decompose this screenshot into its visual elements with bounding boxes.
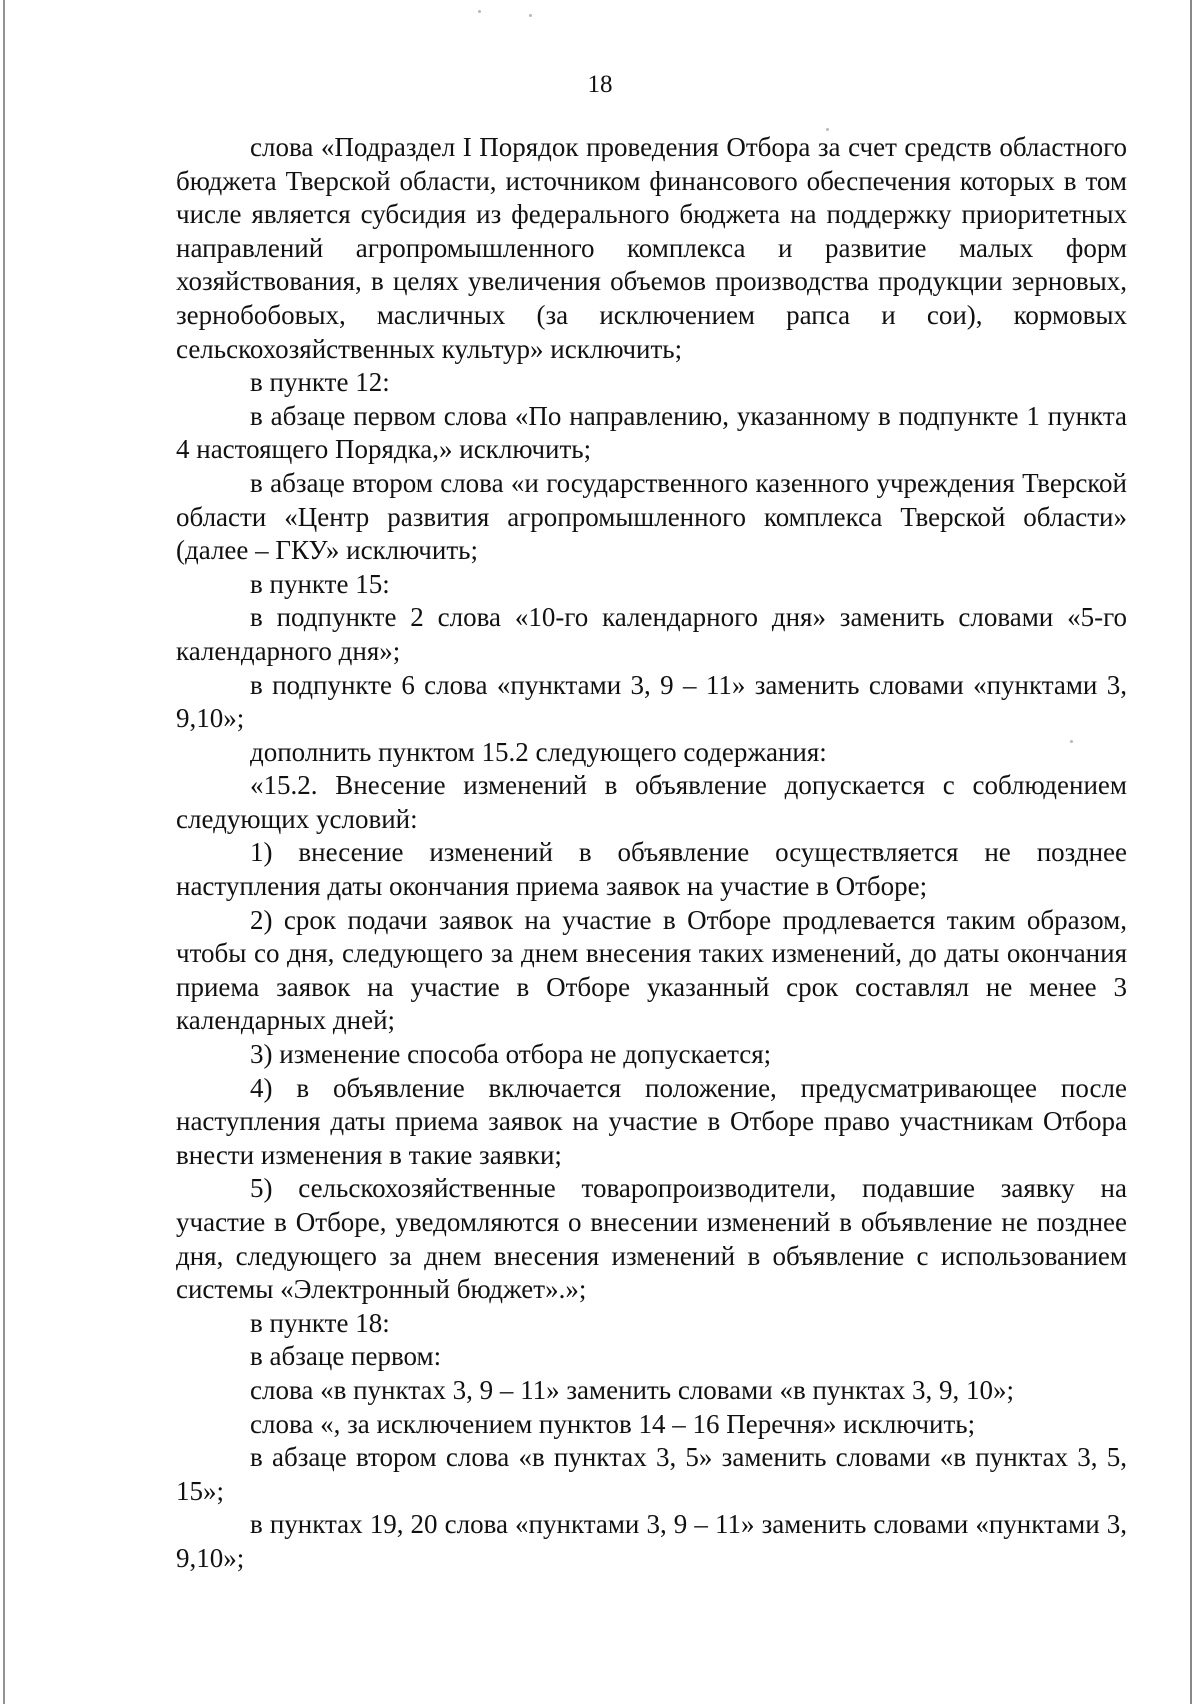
paragraph: в пункте 18:: [250, 1307, 390, 1338]
scan-left-edge: [3, 0, 5, 1704]
paragraph: «15.2. Внесение изменений в объявление допускается с соблюдением следующих условий:: [176, 770, 1127, 834]
paragraph: слова «, за исключением пунктов 14 – 16 Перечня» исключить;: [250, 1408, 976, 1439]
scan-speck: [478, 10, 481, 13]
paragraph: в подпункте 6 слова «пунктами 3, 9 – 11» заменить словами «пунктами 3, 9,10»;: [176, 669, 1127, 734]
paragraph: 2) срок подачи заявок на участие в Отборе продлевается таким образом, чтобы со дня, следующего за днем внесения таких изменений, до даты окончания приема заявок на участие в Отборе указанный срок составлял не менее 3 календарных дней;: [176, 904, 1127, 1036]
paragraph: дополнить пунктом 15.2 следующего содержания:: [250, 736, 827, 767]
paragraph: в абзаце первом:: [250, 1341, 442, 1372]
document-body: [176, 131, 1127, 1576]
page-number: 18: [587, 71, 613, 98]
paragraph: в абзаце первом слова «По направлению, указанному в подпункте 1 пункта 4 настоящего Порядка,» исключить;: [176, 400, 1127, 465]
paragraph: в абзаце втором слова «и государственного казенного учреждения Тверской области «Центр развития агропромышленного комплекса Тверской области» (далее – ГКУ» исключить;: [176, 467, 1127, 566]
paragraph: 5) сельскохозяйственные товаропроизводители, подавшие заявку на участие в Отборе, уведомляются о внесении изменений в объявление не позднее дня, следующего за днем внесения изменений в объявление с использованием системы «Электронный бюджет».»;: [176, 1173, 1127, 1305]
paragraph: слова «в пунктах 3, 9 – 11» заменить словами «в пунктах 3, 9, 10»;: [250, 1374, 1014, 1405]
paragraph: слова «Подраздел I Порядок проведения Отбора за счет средств областного бюджета Тверской области, источником финансового обеспечения которых в том числе является субсидия из федерального бюджета на поддержку приоритетных направлений агропромышленного комплекса и развитие малых форм хозяйствования, в целях увеличения объемов производства продукции зерновых, зернобобовых, масличных (за исключением рапса и сои), кормовых сельскохозяйственных культур» исключить;: [176, 132, 1127, 364]
paragraph: в абзаце втором слова «в пунктах 3, 5» заменить словами «в пунктах 3, 5, 15»;: [176, 1442, 1127, 1506]
scan-right-edge: [1190, 0, 1192, 1704]
paragraph: 3) изменение способа отбора не допускается;: [250, 1039, 772, 1070]
paragraph: в пункте 15:: [250, 568, 390, 599]
paragraph: в пункте 12:: [250, 367, 390, 398]
paragraph: в пунктах 19, 20 слова «пунктами 3, 9 – 11» заменить словами «пунктами 3, 9,10»;: [176, 1509, 1127, 1573]
paragraph: в подпункте 2 слова «10-го календарного дня» заменить словами «5-го календарного дня»;: [176, 602, 1127, 666]
scan-speck: [529, 14, 532, 17]
paragraph: 1) внесение изменений в объявление осуществляется не позднее наступления даты окончания приема заявок на участие в Отборе;: [176, 837, 1127, 902]
paragraph: 4) в объявление включается положение, предусматривающее после наступления даты приема заявок на участие в Отборе право участникам Отбора внести изменения в такие заявки;: [176, 1072, 1127, 1170]
